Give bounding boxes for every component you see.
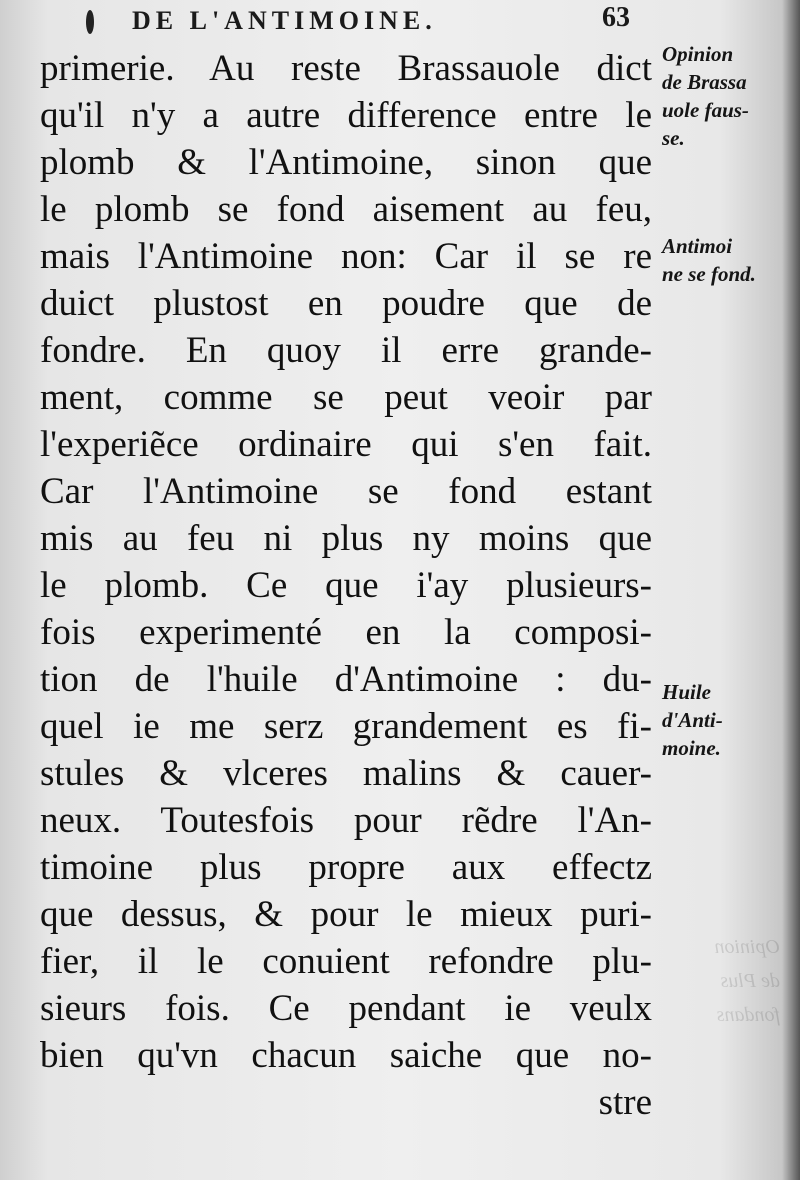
- text-line: le plomb. Ce que i'ay plusieurs-: [40, 565, 652, 606]
- text-line: primerie. Au reste Brassauole dict: [40, 48, 652, 89]
- margin-note-line: Opinion: [662, 42, 734, 66]
- page-edge-shadow: [782, 0, 800, 1180]
- page-header: [0, 2, 800, 42]
- text-line: sieurs fois. Ce pendant ie veulx: [40, 988, 652, 1029]
- margin-note-line: se.: [662, 126, 685, 150]
- running-head: DE L'ANTIMOINE.: [132, 6, 437, 35]
- margin-note-line: Antimoi: [662, 234, 733, 258]
- text-line: le plomb se fond aisement au feu,: [40, 189, 652, 230]
- text-line: neux. Toutesfois pour rẽdre l'An-: [40, 800, 652, 841]
- text-line: stules & vlceres malins & cauer-: [40, 753, 652, 794]
- text-line: bien qu'vn chacun saiche que no-: [40, 1035, 652, 1076]
- text-line: mais l'Antimoine non: Car il se re: [40, 236, 652, 277]
- text-line: tion de l'huile d'Antimoine : du-: [40, 659, 652, 700]
- text-line: que dessus, & pour le mieux puri-: [40, 894, 652, 935]
- catchword: stre: [598, 1082, 652, 1123]
- margin-note-line: uole faus-: [662, 98, 749, 122]
- text-line: quel ie me serz grandement es fi-: [40, 706, 652, 747]
- text-line: plomb & l'Antimoine, sinon que: [40, 142, 652, 183]
- text-line: fier, il le conuient refondre plu-: [40, 941, 652, 982]
- margin-note-opinion: [662, 40, 792, 152]
- margin-note-line: ne se fond.: [662, 262, 756, 286]
- show-through-text: Opinion de Plus fondans: [714, 936, 780, 1026]
- page-number: 63: [602, 2, 630, 33]
- margin-note-antimoine: [662, 232, 792, 288]
- ornament-icon: [86, 10, 94, 34]
- text-line: Car l'Antimoine se fond estant: [40, 471, 652, 512]
- text-line: mis au feu ni plus ny moins que: [40, 518, 652, 559]
- margin-note-line: Huile: [662, 680, 712, 704]
- text-line: duict plustost en poudre que de: [40, 283, 652, 324]
- margin-note-line: de Brassa: [662, 70, 747, 94]
- text-line: fois experimenté en la composi-: [40, 612, 652, 653]
- margin-note-line: d'Anti-: [662, 708, 723, 732]
- text-line: timoine plus propre aux effectz: [40, 847, 652, 888]
- main-text-block: [40, 45, 652, 1126]
- text-line: ment, comme se peut veoir par: [40, 377, 652, 418]
- text-line: fondre. En quoy il erre grande-: [40, 330, 652, 371]
- text-line: qu'il n'y a autre difference entre le: [40, 95, 652, 136]
- text-line: l'experiẽce ordinaire qui s'en fait.: [40, 424, 652, 465]
- margin-note-line: moine.: [662, 736, 721, 760]
- margin-note-huile: [662, 678, 792, 762]
